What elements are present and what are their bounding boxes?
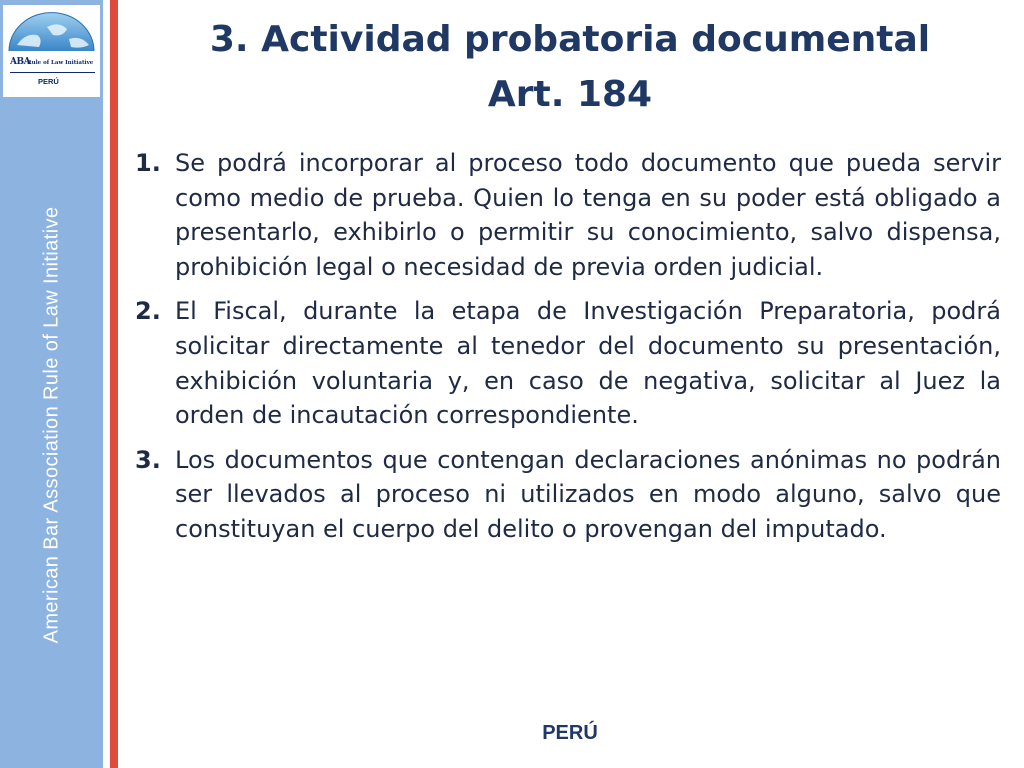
list-item — [135, 443, 1001, 547]
slide-title — [140, 12, 1000, 122]
slide-title-line-2: Art. 184 — [487, 74, 653, 115]
item-text: El Fiscal, durante la etapa de Investigación Preparatoria, podrá solicitar directamente al tenedor del documento su presentación, exhibición voluntaria y, en caso de negativa, solicitar al Juez la orden de incautación correspondiente. — [175, 297, 1001, 430]
article-items-list — [135, 146, 1001, 557]
logo-initiative-name: Rule of Law Initiative — [27, 60, 94, 66]
item-text: Los documentos que contengan declaraciones anónimas no podrán ser llevados al proceso ni utilizados en modo alguno, salvo que constituyan el cuerpo del delito o provengan del imputado. — [175, 445, 1001, 543]
item-number: 2. — [135, 297, 161, 326]
slide-title-line-1: 3. Actividad probatoria documental — [209, 19, 931, 60]
logo-country: PERÚ — [38, 77, 59, 86]
aba-logo — [3, 5, 100, 97]
list-item — [135, 294, 1001, 432]
logo-mark: ABA — [10, 57, 31, 67]
organization-vertical-label: American Bar Association Rule of Law Initiative — [40, 206, 63, 644]
item-text: Se podrá incorporar al proceso todo documento que pueda servir como medio de prueba. Quien lo tenga en su poder está obligado a presentarlo, exhibirlo o permitir su conocimiento, salvo dispensa, prohibición legal o necesidad de previa orden judicial. — [175, 149, 1001, 281]
logo-divider — [10, 72, 95, 73]
footer-country: PERÚ — [542, 722, 598, 744]
accent-stripe — [110, 0, 118, 768]
sidebar — [0, 0, 103, 768]
item-number: 3. — [135, 445, 161, 474]
list-item — [135, 146, 1001, 284]
item-number: 1. — [135, 149, 161, 177]
